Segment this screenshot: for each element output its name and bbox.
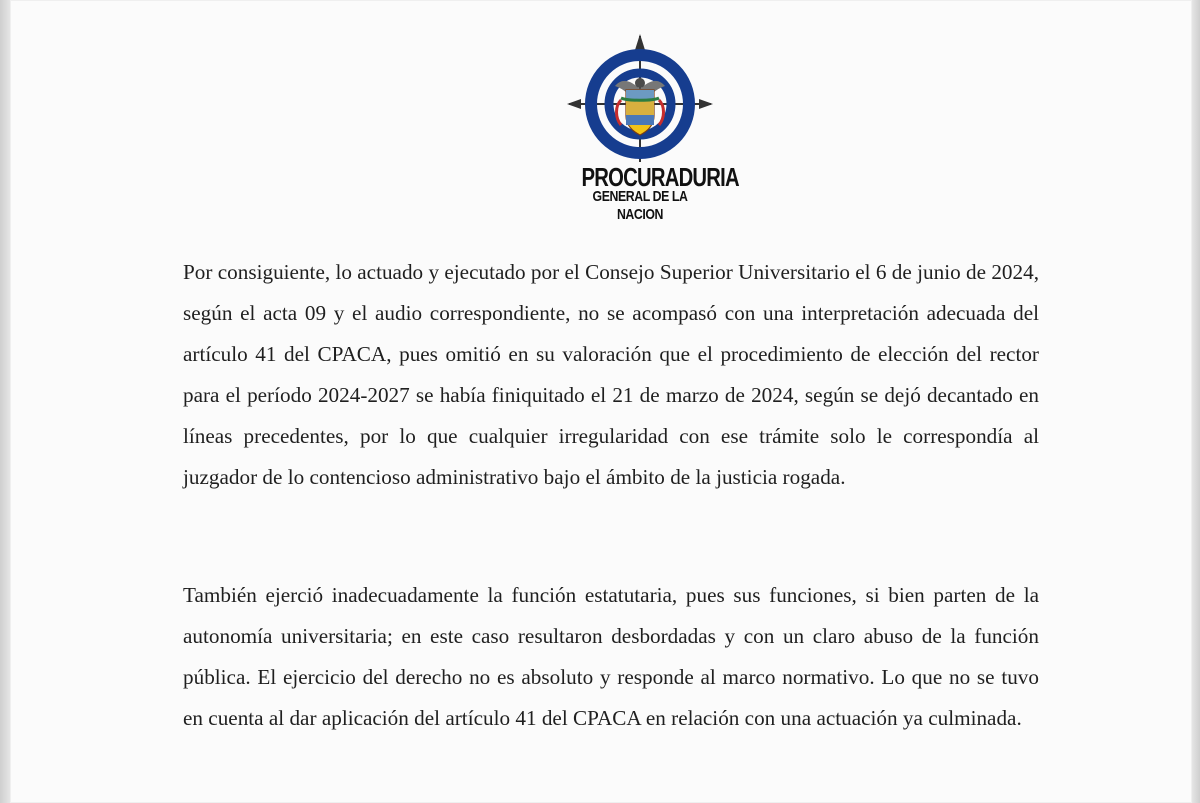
paragraph-2: También ejerció inadecuadamente la función estatutaria, pues sus funciones, si bien parten de la autonomía universitaria; en este caso resultaron desbordadas y con un claro abuso de la función pública. El ejercicio del derecho no es absoluto y responde al marco normativo. Lo que no se tuvo en cuenta al dar aplicación del artículo 41 del CPACA en relación con una actuación ya culminada. bbox=[183, 583, 1039, 730]
letterhead-logo bbox=[565, 34, 739, 223]
right-page-shadow bbox=[1192, 0, 1200, 803]
document-page bbox=[10, 0, 1192, 803]
logo-title: PROCURADURIA bbox=[581, 162, 739, 192]
logo-subtitle: GENERAL DE LA NACION bbox=[592, 188, 688, 223]
paragraph-1: Por consiguiente, lo actuado y ejecutado por el Consejo Superior Universitario el 6 de junio de 2024, según el acta 09 y el audio correspondiente, no se acompasó con una interpretación adecuada del artículo 41 del CPACA, pues omitió en su valoración que el procedimiento de elección del rector para el período 2024-2027 se había finiquitado el 21 de marzo de 2024, según se dejó decantado en líneas precedentes, por lo que cualquier irregularidad con ese trámite solo le correspondía al juzgador de lo contencioso administrativo bajo el ámbito de la justicia rogada. bbox=[183, 260, 1039, 489]
left-page-shadow bbox=[0, 0, 10, 803]
